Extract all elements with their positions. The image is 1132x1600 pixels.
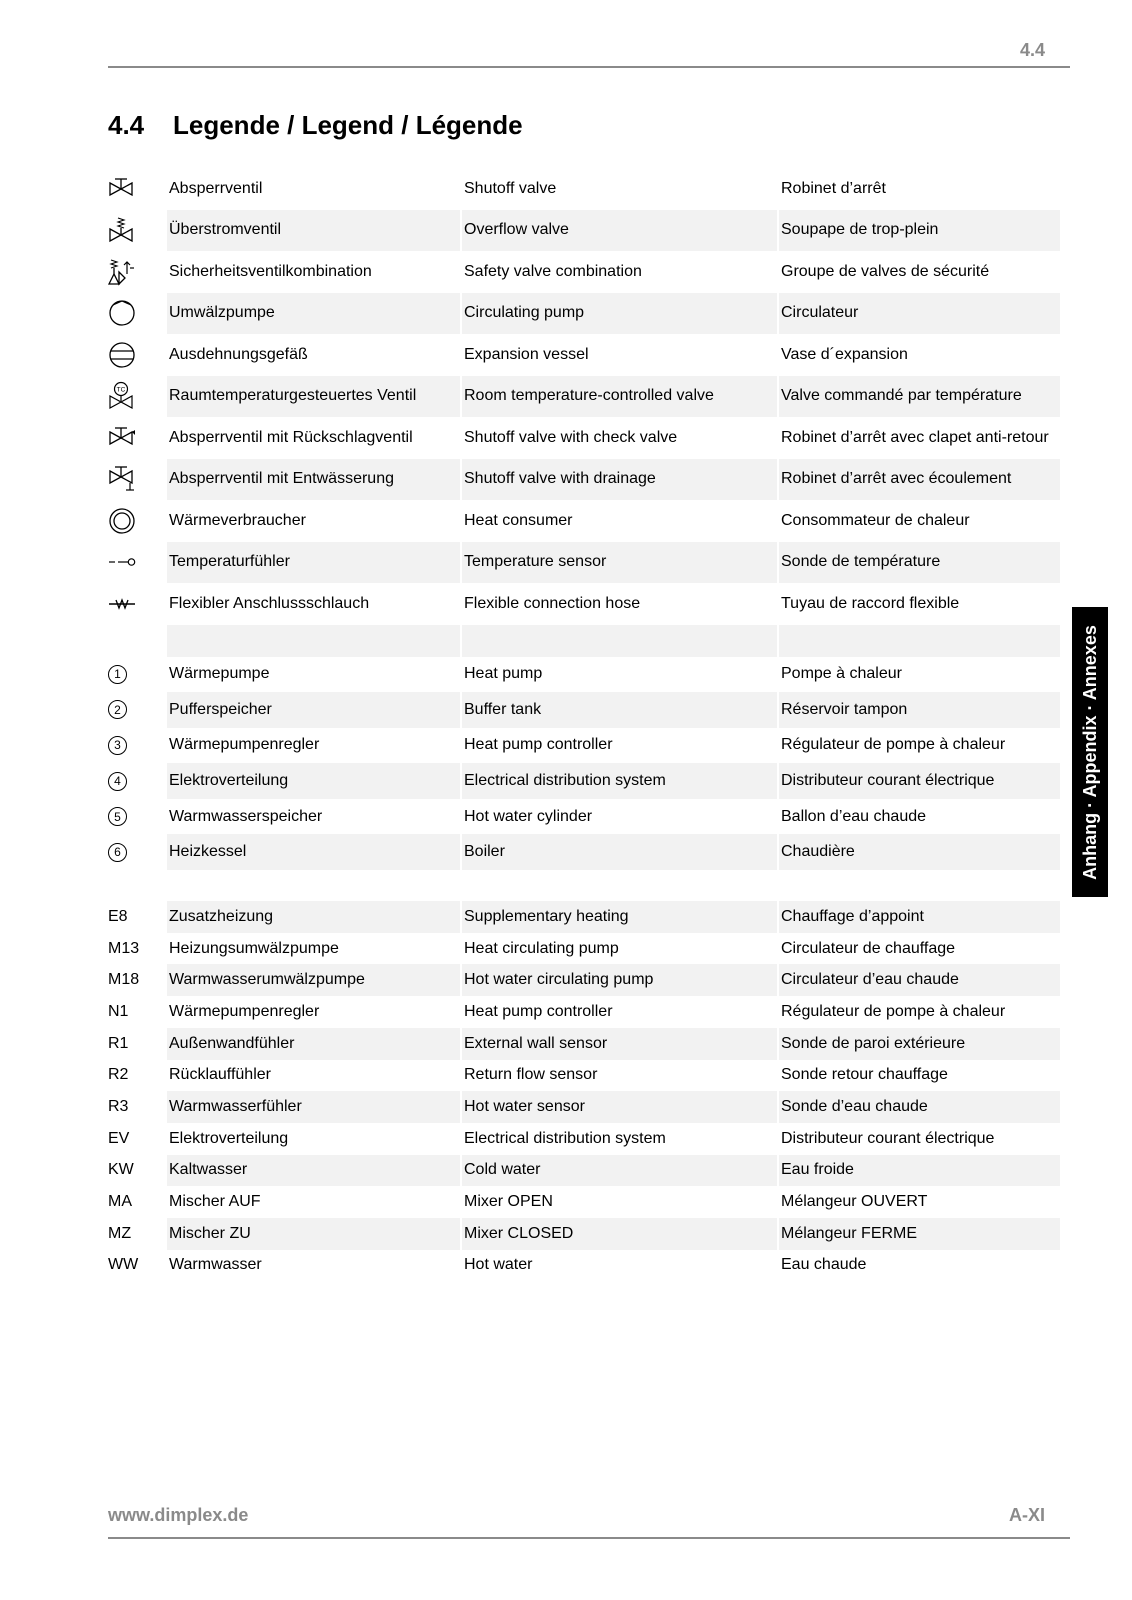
label-en: Heat consumer (462, 500, 779, 542)
legend-row (108, 583, 1060, 625)
legend-row (108, 210, 1060, 252)
symbol-group (108, 168, 1060, 625)
label-fr: Sonde de température (779, 542, 1060, 584)
legend-row (108, 657, 1060, 693)
label-en: Boiler (462, 834, 779, 870)
label-de: Umwälzpumpe (167, 293, 462, 335)
label-de: Zusatzheizung (167, 901, 462, 933)
check-valve-icon (108, 427, 167, 449)
label-en: External wall sensor (462, 1028, 779, 1060)
label-fr: Sonde retour chauffage (781, 1066, 948, 1084)
legend-row (108, 293, 1060, 335)
header-rule (108, 66, 1070, 68)
label-de: Absperrventil mit Entwässerung (167, 459, 462, 501)
label-fr: Ballon d’eau chaude (781, 807, 927, 825)
label-en: Room temperature-controlled valve (462, 376, 779, 418)
label-de: Ausdehnungsgefäß (167, 334, 462, 376)
legend-row (108, 459, 1060, 501)
label-en: Circulating pump (462, 293, 779, 335)
label-de: Absperrventil (167, 168, 462, 210)
footer-rule (108, 1537, 1070, 1539)
label-de: Rücklauffühler (167, 1060, 462, 1092)
label-en: Return flow sensor (462, 1060, 779, 1092)
label-fr: Circulateur d’eau chaude (779, 964, 1060, 996)
legend-row (108, 376, 1060, 418)
flexible-hose-icon (108, 597, 167, 611)
label-de: Absperrventil mit Rückschlagventil (167, 417, 462, 459)
legend-row (108, 1250, 1060, 1282)
code-label: MZ (108, 1224, 132, 1242)
label-de: Heizungsumwälzpumpe (167, 933, 462, 965)
code-label: N1 (108, 1002, 129, 1020)
label-de: Wärmepumpenregler (167, 728, 462, 764)
label-fr: Régulateur de pompe à chaleur (781, 736, 1006, 754)
label-en: Temperature sensor (462, 542, 779, 584)
label-fr: Vase d´expansion (781, 345, 908, 363)
overflow-valve-icon (108, 216, 167, 244)
legend-row (108, 763, 1060, 799)
code-label: EV (108, 1129, 130, 1147)
heat-consumer-icon (108, 507, 167, 535)
thermostatic-valve-icon (108, 381, 167, 411)
code-label: R1 (108, 1034, 129, 1052)
label-de: Außenwandfühler (167, 1028, 462, 1060)
label-en: Supplementary heating (462, 901, 779, 933)
legend-row (108, 901, 1060, 933)
label-en: Overflow valve (462, 210, 779, 252)
label-de: Wärmeverbraucher (167, 500, 462, 542)
label-en: Shutoff valve with check valve (462, 417, 779, 459)
label-fr: Réservoir tampon (779, 692, 1060, 728)
label-fr: Sonde de paroi extérieure (779, 1028, 1060, 1060)
label-de: Wärmepumpe (167, 657, 462, 693)
label-de: Flexibler Anschlussschlauch (167, 583, 462, 625)
label-fr: Robinet d’arrêt avec écoulement (779, 459, 1060, 501)
label-de: Warmwasserumwälzpumpe (167, 964, 462, 996)
label-fr: Soupape de trop-plein (779, 210, 1060, 252)
label-en: Hot water circulating pump (462, 964, 779, 996)
label-de: Mischer AUF (167, 1186, 462, 1218)
circulating-pump-icon (108, 299, 167, 327)
empty-shaded-row (108, 625, 1060, 657)
circled-number: 2 (108, 700, 127, 719)
legend-row (108, 542, 1060, 584)
legend-table (108, 168, 1060, 1281)
label-de: Warmwasser (167, 1250, 462, 1282)
label-fr: Circulateur (779, 293, 1060, 335)
label-en: Hot water sensor (462, 1091, 779, 1123)
title-number: 4.4 (108, 110, 145, 140)
circled-number: 6 (108, 843, 127, 862)
circled-number: 5 (108, 807, 127, 826)
label-de: Überstromventil (167, 210, 462, 252)
code-label: R3 (108, 1098, 129, 1116)
section-gap (108, 870, 1060, 901)
legend-row (108, 168, 1060, 210)
side-tab (1072, 607, 1108, 897)
label-fr: Circulateur de chauffage (781, 939, 956, 957)
legend-row (108, 834, 1060, 870)
legend-row (108, 500, 1060, 542)
legend-row (108, 1186, 1060, 1218)
label-fr: Eau froide (779, 1155, 1060, 1187)
legend-row (108, 417, 1060, 459)
temperature-sensor-icon (108, 556, 167, 568)
label-fr: Valve commandé par température (779, 376, 1060, 418)
legend-row (108, 1028, 1060, 1060)
legend-row (108, 251, 1060, 293)
label-de: Heizkessel (167, 834, 462, 870)
label-en: Heat pump controller (462, 996, 779, 1028)
label-en: Mixer CLOSED (462, 1218, 779, 1250)
drain-valve-icon (108, 466, 167, 492)
label-fr: Mélangeur OUVERT (781, 1193, 928, 1211)
label-en: Mixer OPEN (462, 1186, 779, 1218)
page-title (108, 110, 523, 141)
label-en: Hot water cylinder (462, 799, 779, 835)
header-section-number: 4.4 (1019, 40, 1045, 60)
code-label: R2 (108, 1066, 129, 1084)
code-group (108, 901, 1060, 1281)
label-de: Raumtemperaturgesteuertes Ventil (167, 376, 462, 418)
code-label: M13 (108, 939, 140, 957)
label-en: Safety valve combination (462, 251, 779, 293)
footer-page-number: A-XI (1009, 1505, 1045, 1525)
legend-row (108, 1218, 1060, 1250)
label-en: Cold water (462, 1155, 779, 1187)
label-en: Flexible connection hose (462, 583, 779, 625)
label-fr: Distributeur courant électrique (781, 1129, 995, 1147)
safety-valve-combination-icon (108, 258, 167, 286)
legend-row (108, 334, 1060, 376)
label-en: Heat circulating pump (462, 933, 779, 965)
circled-number: 4 (108, 772, 127, 791)
code-label: KW (108, 1161, 134, 1179)
legend-row (108, 1091, 1060, 1123)
label-fr: Mélangeur FERME (779, 1218, 1060, 1250)
code-label: M18 (108, 971, 140, 989)
numbered-group (108, 657, 1060, 871)
label-de: Kaltwasser (167, 1155, 462, 1187)
code-label: WW (108, 1256, 139, 1274)
svg-text:TC: TC (116, 386, 126, 394)
label-fr: Régulateur de pompe à chaleur (781, 1002, 1006, 1020)
label-fr: Eau chaude (781, 1256, 867, 1274)
label-fr: Pompe à chaleur (781, 665, 902, 683)
label-de: Mischer ZU (167, 1218, 462, 1250)
label-en: Expansion vessel (462, 334, 779, 376)
side-tab-label: Anhang · Appendix · Annexes (1079, 624, 1100, 880)
label-fr: Robinet d’arrêt (781, 179, 886, 197)
label-de: Elektroverteilung (167, 763, 462, 799)
legend-row (108, 692, 1060, 728)
label-en: Heat pump controller (462, 728, 779, 764)
label-en: Buffer tank (462, 692, 779, 728)
circled-number: 1 (108, 665, 127, 684)
label-de: Sicherheitsventilkombination (167, 251, 462, 293)
expansion-vessel-icon (108, 341, 167, 369)
label-fr: Consommateur de chaleur (781, 511, 970, 529)
label-fr: Chauffage d’appoint (779, 901, 1060, 933)
label-de: Warmwasserfühler (167, 1091, 462, 1123)
label-en: Electrical distribution system (462, 763, 779, 799)
title-text: Legende / Legend / Légende (173, 110, 523, 140)
label-en: Hot water (462, 1250, 779, 1282)
label-fr: Distributeur courant électrique (779, 763, 1060, 799)
label-de: Wärmepumpenregler (167, 996, 462, 1028)
label-de: Warmwasserspeicher (167, 799, 462, 835)
legend-row (108, 1155, 1060, 1187)
label-en: Shutoff valve (462, 168, 779, 210)
legend-row (108, 728, 1060, 764)
legend-row (108, 1123, 1060, 1155)
label-fr: Sonde d’eau chaude (779, 1091, 1060, 1123)
code-label: E8 (108, 907, 128, 925)
legend-row (108, 1060, 1060, 1092)
circled-number: 3 (108, 736, 127, 755)
label-de: Temperaturfühler (167, 542, 462, 584)
code-label: MA (108, 1193, 132, 1211)
legend-row (108, 996, 1060, 1028)
label-en: Electrical distribution system (462, 1123, 779, 1155)
label-fr: Groupe de valves de sécurité (781, 262, 990, 280)
label-de: Elektroverteilung (167, 1123, 462, 1155)
label-en: Heat pump (462, 657, 779, 693)
legend-row (108, 799, 1060, 835)
label-fr: Robinet d’arrêt avec clapet anti-retour (781, 428, 1049, 446)
legend-row (108, 933, 1060, 965)
label-en: Shutoff valve with drainage (462, 459, 779, 501)
label-de: Pufferspeicher (167, 692, 462, 728)
shutoff-valve-icon (108, 178, 167, 200)
footer-url: www.dimplex.de (108, 1505, 249, 1525)
legend-row (108, 964, 1060, 996)
label-fr: Tuyau de raccord flexible (781, 594, 960, 612)
label-fr: Chaudière (779, 834, 1060, 870)
